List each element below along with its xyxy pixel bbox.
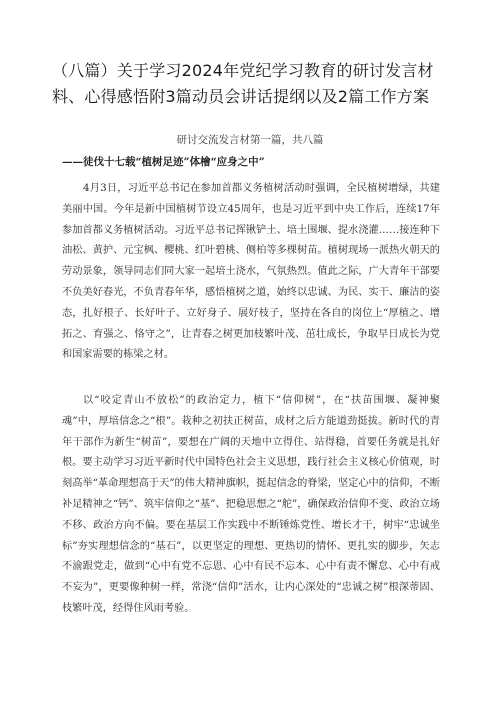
document-title: （八篇）关于学习2024年党纪学习教育的研讨发言材料、心得感悟附3篇动员会讲话提纲以及2篇工作方案 [52,61,434,106]
section-heading: 研讨交流发言材第一篇，共八篇 [176,134,324,146]
article-subtitle: ——徒伐十七载“植树足迹”体檜“应身之中” [62,156,265,168]
body-paragraph-1: 4月3日，习近平总书记在参加首都义务植树活动时强调，全民植树增绿，共建美丽中国。今年是新中国植树节设立45周年，也是习近平到中央工作后，连续17年参加首都义务植树活动。习近平总书记挥锹铲土、培土围堰、提水浇灌……接连种下油松、黄护、元宝枫、樱桃、红叶碧桃、侧柏等多棵树苗。植树现场一派热火朝天的劳动景象，领导同志们同大家一起培土浇水，气氛热烈。值此之际，广大青年干部要不负美好春光，不负青春年华，感悟植树之道，始终以忠诚、为民、实干、廉洁的姿态，扎好根子、长好叶子、立好身子、展好枝子，坚持在各自的岗位上“厚植之、增拓之、育强之、恪守之”，让青春之树更加枝繁叶茂、茁壮成长，争取早日成长为党和国家需要的栋梁之材。 [62,183,440,361]
body-paragraph-2: 以“咬定青山不放松”的政治定力，植下“信仰树”，在“扶苗围堰、凝神聚魂”中，厚培信念之“根”。栽种之初扶正树苗，成材之后方能道劲挺拔。新时代的青年干部作为新生“树苗”，要想在广阔的天地中立得住、站得稳，首要任务就是扎好根。要主动学习习近平新时代中国特色社会主义思想，践行社会主义核心价值观，时刻高举“革命理想高于天”的伟大精神旗帜，挺起信念的脊梁，坚定心中的信仰，不断补足精神之“钙”、筑牢信仰之“基”、把稳思想之“舵”，确保政治信仰不变、政治立场不移、政治方向不偏。要在基层工作实践中不断锤炼党性、增长才干，树牢“忠诚坐标”夯实理想信念的“基石”，以更坚定的理想、更热切的情怀、更扎实的脚步，矢志不渝跟党走，做到“心中有党不忘恩、心中有民不忘本、心中有责不懈怠、心中有戒不妄为”，更要像种树一样，常浇“信仰”活水，让内心深处的“忠诚之树”根深蒂固、枝繁叶茂，经得住风雨考验。 [62,395,440,614]
